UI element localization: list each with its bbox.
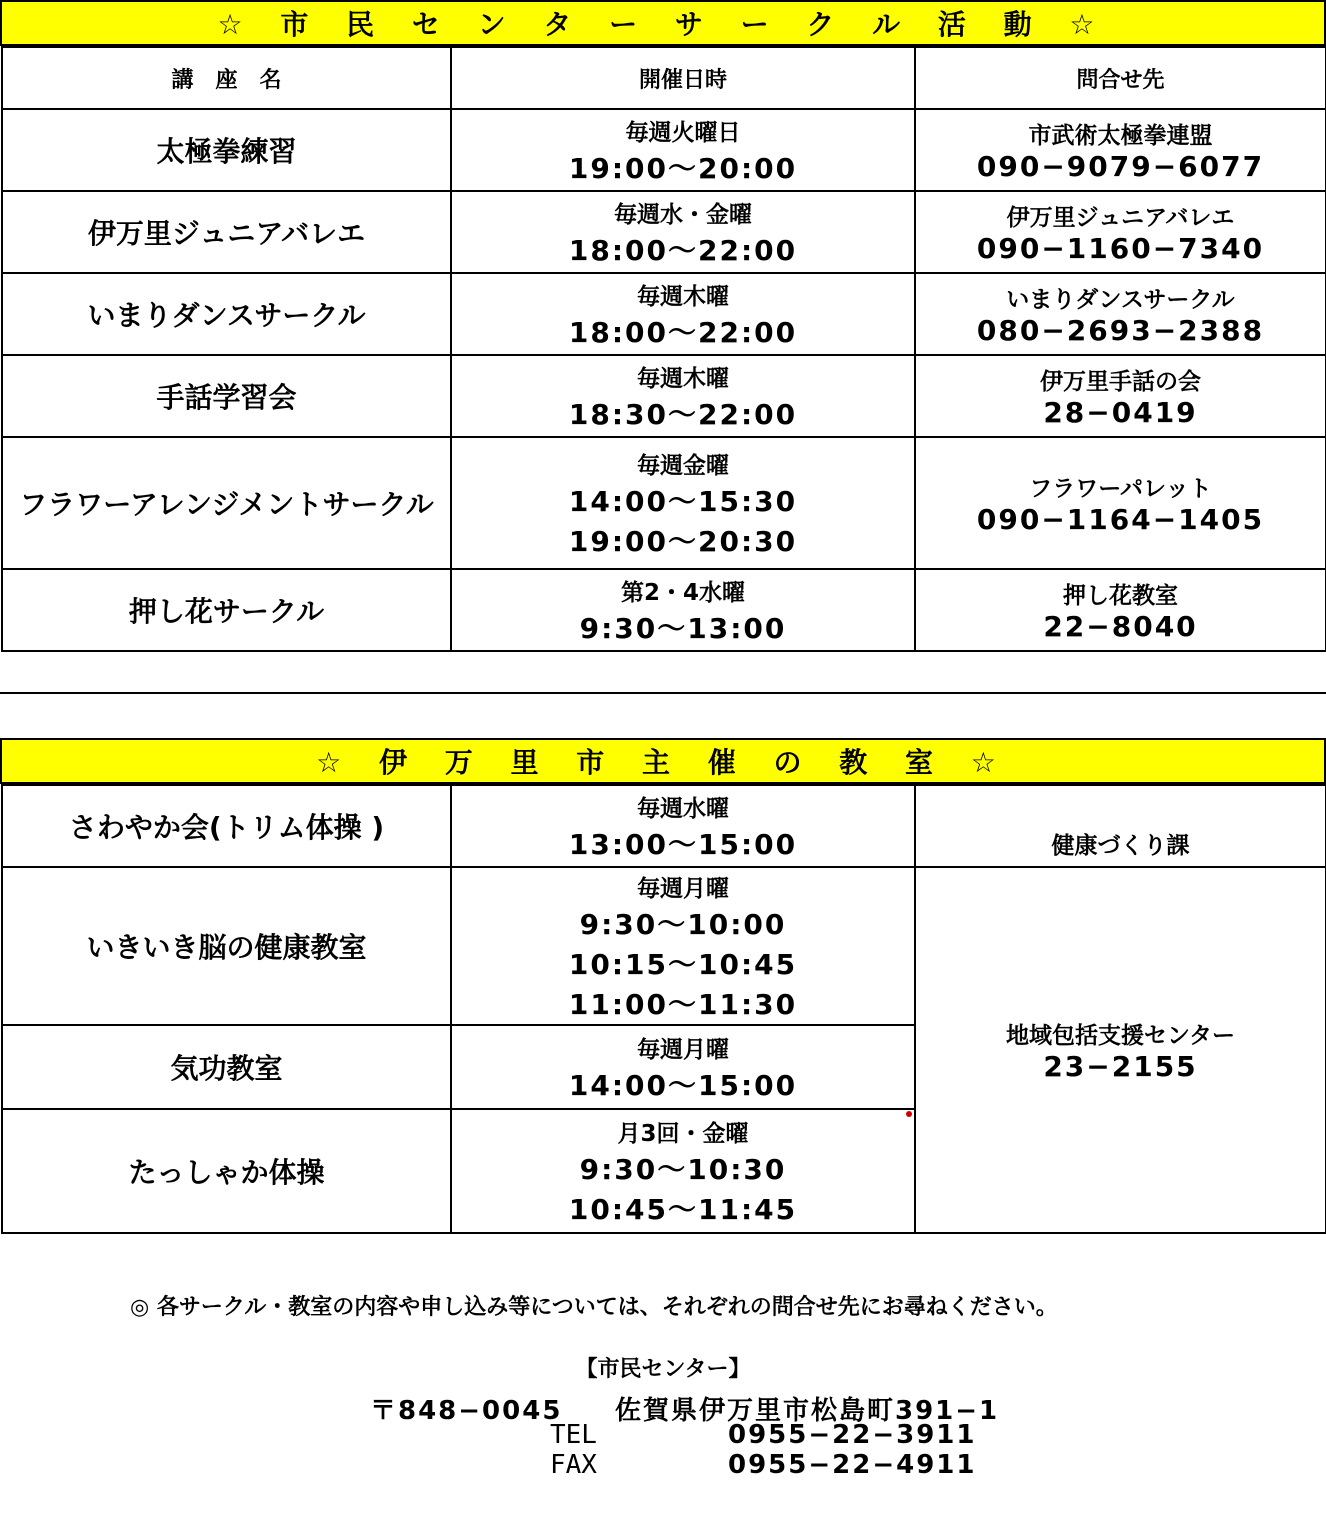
circle-table	[1, 46, 1326, 652]
city-table	[1, 784, 1326, 1234]
section-divider	[0, 692, 1326, 694]
course-name: フラワーアレンジメントサークル	[2, 437, 451, 569]
circle-section	[0, 0, 1326, 652]
schedule-time: 13:00～15:00	[568, 827, 798, 861]
schedule-time: 9:30～13:00	[579, 611, 787, 645]
contact-org: フラワーパレット	[1029, 476, 1212, 502]
schedule-cell	[451, 109, 915, 191]
contact-org: 地域包括支援センター	[1005, 1023, 1236, 1049]
schedule-day: 毎週水曜	[637, 795, 729, 822]
postal-code: 〒848−0045	[370, 1396, 563, 1426]
course-name: 伊万里ジュニアバレエ	[2, 191, 451, 273]
table-row	[2, 785, 1326, 867]
course-name: 手話学習会	[2, 355, 451, 437]
course-name: 気功教室	[2, 1025, 451, 1109]
course-name: 太極拳練習	[2, 109, 451, 191]
center-title: 【市民センター】	[575, 1357, 751, 1382]
contact-tel: 23−2155	[1043, 1050, 1198, 1083]
contact-cell	[915, 569, 1326, 651]
fax-label: FAX	[550, 1450, 597, 1480]
contact-tel: 090−1160−7340	[976, 232, 1265, 265]
schedule-time: 10:15～10:45	[568, 947, 798, 981]
fax-number: 0955−22−4911	[728, 1450, 977, 1480]
schedule-cell	[451, 273, 915, 355]
schedule-cell	[451, 437, 915, 569]
schedule-day: 毎週月曜	[637, 875, 729, 902]
tel-label: TEL	[550, 1420, 597, 1450]
contact-tel: 28−0419	[1043, 396, 1198, 429]
schedule-time: 19:00～20:00	[568, 151, 798, 185]
contact-org: いまりダンスサークル	[1006, 287, 1235, 313]
tel-number: 0955−22−3911	[728, 1420, 977, 1450]
contact-tel: 090−1164−1405	[976, 503, 1265, 536]
schedule-day: 毎週木曜	[637, 283, 729, 310]
contact-org: 伊万里手話の会	[1040, 369, 1201, 395]
header-name: 講 座 名	[2, 47, 451, 109]
schedule-time: 9:30～10:30	[579, 1152, 787, 1186]
schedule-time: 9:30～10:00	[579, 907, 787, 941]
header-contact: 問合せ先	[915, 47, 1326, 109]
schedule-day: 毎週金曜	[637, 452, 729, 479]
table-row	[2, 569, 1326, 651]
contact-cell	[915, 109, 1326, 191]
schedule-time: 11:00～11:30	[568, 987, 798, 1021]
circle-section-title: ☆ 市 民 セ ン タ ー サ ー ク ル 活 動 ☆	[0, 0, 1326, 46]
red-mark	[906, 1111, 912, 1117]
contact-cell	[915, 867, 1326, 1233]
schedule-time: 14:00～15:30	[568, 484, 798, 518]
schedule-day: 第2・4水曜	[620, 579, 745, 606]
schedule-day: 月3回・金曜	[617, 1120, 749, 1147]
schedule-time: 14:00～15:00	[568, 1068, 798, 1102]
course-name: さわやか会(トリム体操 )	[2, 785, 451, 867]
schedule-time: 10:45～11:45	[568, 1192, 798, 1226]
schedule-cell	[451, 785, 915, 867]
schedule-day: 毎週水・金曜	[614, 201, 752, 228]
contact-cell	[915, 437, 1326, 569]
contact-org: 健康づくり課	[1051, 833, 1190, 859]
contact-org: 市武術太極拳連盟	[1028, 123, 1213, 149]
schedule-day: 毎週火曜日	[625, 119, 741, 146]
table-row	[2, 273, 1326, 355]
contact-cell	[915, 355, 1326, 437]
course-name: いまりダンスサークル	[2, 273, 451, 355]
contact-tel: 22−8040	[1043, 610, 1198, 643]
contact-cell	[915, 785, 1326, 867]
city-section	[0, 738, 1326, 1234]
schedule-cell	[451, 191, 915, 273]
schedule-time: 18:30～22:00	[568, 397, 798, 431]
contact-cell	[915, 273, 1326, 355]
schedule-day: 毎週木曜	[637, 365, 729, 392]
header-schedule: 開催日時	[451, 47, 915, 109]
schedule-cell	[451, 1109, 915, 1233]
course-name: 押し花サークル	[2, 569, 451, 651]
schedule-time: 18:00～22:00	[568, 233, 798, 267]
schedule-cell	[451, 355, 915, 437]
schedule-time: 19:00～20:30	[568, 524, 798, 558]
inquiry-note: ◎ 各サークル・教室の内容や申し込み等については、それぞれの問合せ先にお尋ねください。	[130, 1295, 1058, 1320]
table-row	[2, 867, 1326, 1025]
table-row	[2, 355, 1326, 437]
contact-org: 押し花教室	[1063, 583, 1178, 609]
table-row	[2, 437, 1326, 569]
contact-org: 伊万里ジュニアバレエ	[1006, 205, 1235, 231]
table-row	[2, 109, 1326, 191]
contact-tel: 090−9079−6077	[976, 150, 1265, 183]
table-row	[2, 191, 1326, 273]
contact-tel: 080−2693−2388	[976, 314, 1265, 347]
street-address: 佐賀県伊万里市松島町391−1	[615, 1396, 1000, 1426]
contact-cell	[915, 191, 1326, 273]
schedule-cell	[451, 867, 915, 1025]
schedule-time: 18:00～22:00	[568, 315, 798, 349]
course-name: たっしゃか体操	[2, 1109, 451, 1233]
schedule-cell	[451, 1025, 915, 1109]
schedule-cell	[451, 569, 915, 651]
course-name: いきいき脳の健康教室	[2, 867, 451, 1025]
city-section-title: ☆ 伊 万 里 市 主 催 の 教 室 ☆	[0, 738, 1326, 784]
schedule-day: 毎週月曜	[637, 1036, 729, 1063]
table-header-row	[2, 47, 1326, 109]
